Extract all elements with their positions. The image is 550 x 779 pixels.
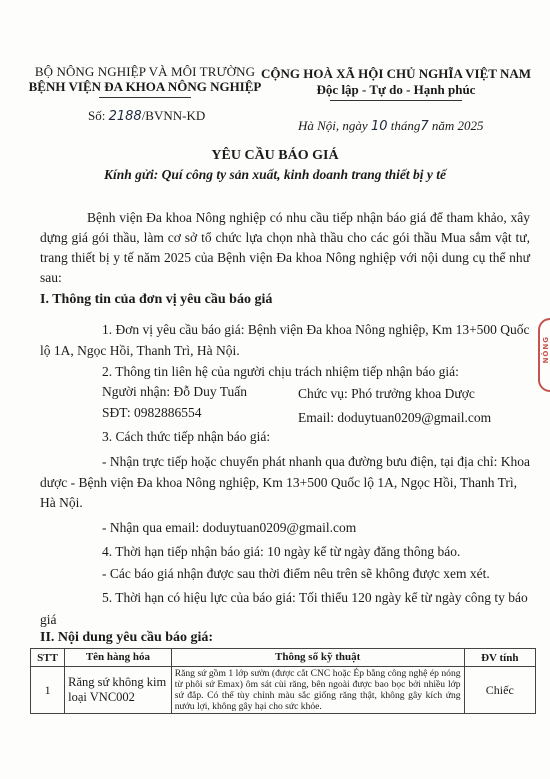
issuer-underline [99,97,191,98]
doc-number-suffix: /BVNN-KD [141,108,206,123]
ministry-name: BỘ NÔNG NGHIỆP VÀ MÔI TRƯỜNG [34,64,256,79]
section1-item5: 5. Thời hạn có hiệu lực của báo giá: Tối thiểu 120 ngày kể từ ngày công ty báo giá [40,590,528,627]
section2-heading: II. Nội dung yêu cầu báo giá: [40,630,214,645]
contact-position: Chức vụ: Phó trưởng khoa Dược [298,386,475,401]
row-spec: Răng sứ gồm 1 lớp sườn (được cắt CNC hoặc Ép bằng công nghệ ép nóng từ phôi sứ Emax) ôm sát cùi răng, bên ngoài được bao bọc bởi nhiều lớp sứ đắp. Có thể tùy chỉnh màu sắc giống răng thật, không gây kích ứng nướu lợi, không gây hại cho sức khỏe. [171,667,464,714]
row-name: Răng sứ không kim loại VNC002 [65,667,172,714]
date-month-label: tháng [390,118,421,133]
country-name: CỘNG HOÀ XÃ HỘI CHỦ NGHĨA VIỆT NAM [260,66,532,81]
section1-item4a: - Các báo giá nhận được sau thời điểm nêu trên sẽ không được xem xét. [102,566,490,581]
issuer-header [20,64,270,98]
section1-item3: 3. Cách thức tiếp nhận báo giá: [102,429,271,444]
row-stt: 1 [31,667,65,714]
contact-phone: SĐT: 0982886554 [102,405,202,420]
section1-item3b: - Nhận qua email: doduytuan0209@gmail.com [102,520,357,535]
document-title: YÊU CẦU BÁO GIÁ [211,148,339,163]
national-header [256,66,536,101]
table-header-row [31,649,536,667]
date-month: 7 [420,119,429,134]
recipient-line: Kính gửi: Quí công ty sản xuất, kinh doanh trang thiết bị y tế [104,167,446,182]
document-number [88,108,205,124]
section1-item4: 4. Thời hạn tiếp nhận báo giá: 10 ngày kể từ ngày đăng thông báo. [102,544,461,559]
date-year: năm 2025 [431,118,484,133]
national-motto: Độc lập - Tự do - Hạnh phúc [316,82,476,97]
date-day: 10 [370,119,388,134]
table-row [31,667,536,714]
items-table [30,648,536,714]
doc-number-prefix: Số: [88,108,106,123]
document-date [298,118,484,134]
motto-underline [330,100,462,101]
section1-item2: 2. Thông tin liên hệ của người chịu trách nhiệm tiếp nhận báo giá: [102,364,459,379]
section1-item1: 1. Đơn vị yêu cầu báo giá: Bệnh viện Đa khoa Nông nghiệp, Km 13+500 Quốc lộ 1A, Ngọc Hồi, Thanh Trì, Hà Nội. [40,322,530,358]
date-place: Hà Nội, ngày [298,118,368,133]
intro-paragraph: Bệnh viện Đa khoa Nông nghiệp có nhu cầu tiếp nhận báo giá để tham khảo, xây dựng giá gói thầu, làm cơ sở tổ chức lựa chọn nhà thầu cho các gói thầu Mua sắm vật tư, trang thiết bị y tế năm 2025 của Bệnh viện Đa khoa Nông nghiệp với nội dung cụ thể như sau: [40,210,530,285]
contact-email: Email: doduytuan0209@gmail.com [298,410,492,425]
col-spec: Thông số kỹ thuật [171,649,464,667]
contact-name: Người nhận: Đỗ Duy Tuấn [102,384,247,399]
hospital-name: BỆNH VIỆN ĐA KHOA NÔNG NGHIỆP [28,79,262,94]
stamp-text: NÔNG [542,336,550,364]
section1-item3a: - Nhận trực tiếp hoặc chuyển phát nhanh qua đường bưu điện, tại địa chỉ: Khoa dược - Bệnh viện Đa khoa Nông nghiệp, Km 13+500 Quốc lộ 1A, Ngọc Hồi, Thanh Trì, Hà Nội. [40,454,530,510]
doc-number-handwritten: 2188 [108,109,142,124]
col-stt: STT [31,649,65,667]
row-unit: Chiếc [464,667,535,714]
col-unit: ĐV tính [464,649,535,667]
section1-heading: I. Thông tin của đơn vị yêu cầu báo giá [40,292,273,307]
seal-stamp [538,318,550,392]
col-name: Tên hàng hóa [65,649,172,667]
